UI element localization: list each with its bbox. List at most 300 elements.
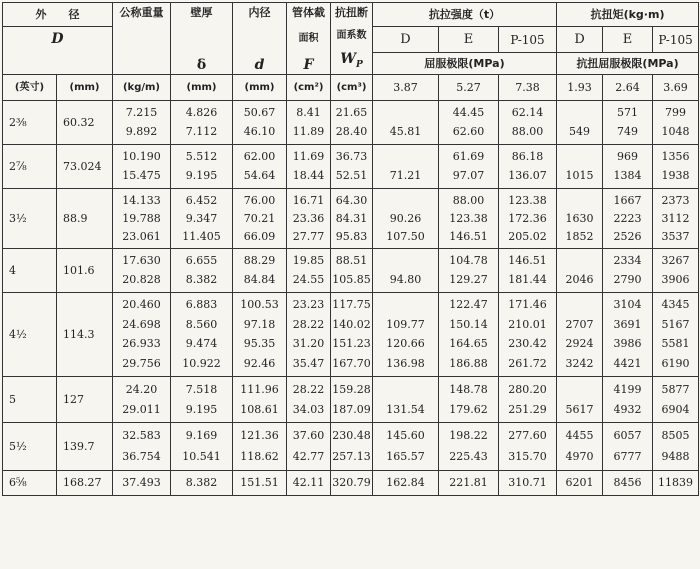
value: 117.75 (332, 298, 371, 312)
value: 3691 (613, 317, 642, 331)
value: 6201 (565, 476, 594, 489)
cell-tP (499, 145, 557, 189)
value: 151.51 (240, 476, 279, 489)
value (557, 195, 602, 207)
cell-tD (373, 423, 439, 471)
cell-wall (171, 293, 233, 377)
yield-d-tensile: 3.87 (373, 75, 439, 101)
size-inch: 2⅜ (3, 101, 57, 145)
weight-header: 公称重量 (113, 3, 171, 75)
size-mm: 114.3 (57, 293, 113, 377)
cell-qE (603, 293, 653, 377)
cell-area (287, 189, 331, 249)
value: 8505 (661, 429, 690, 442)
cell-tD (373, 189, 439, 249)
value: 52.51 (335, 169, 368, 182)
unit-torsion: (cm³) (331, 75, 373, 101)
cell-area (287, 101, 331, 145)
value (373, 384, 438, 396)
cell-qP (653, 471, 699, 496)
value: 221.81 (449, 476, 488, 489)
cell-area (287, 249, 331, 293)
value: 6.655 (185, 254, 218, 267)
value (557, 299, 602, 311)
cell-qE (603, 249, 653, 293)
value: 32.583 (122, 429, 161, 442)
cell-wp (331, 145, 373, 189)
value: 100.53 (240, 298, 279, 312)
cell-tE (439, 293, 499, 377)
value: 1938 (661, 169, 690, 182)
cell-qD (557, 471, 603, 496)
value: 3537 (661, 229, 690, 243)
value: 310.71 (508, 476, 547, 489)
value: 2707 (565, 317, 594, 331)
value: 257.13 (332, 450, 371, 463)
drill-pipe-table (2, 2, 699, 496)
cell-wall (171, 471, 233, 496)
value: 92.46 (243, 356, 276, 370)
cell-tD (373, 377, 439, 423)
cell-weight (113, 145, 171, 189)
unit-inner: (mm) (233, 75, 287, 101)
value: 146.51 (508, 254, 547, 267)
cell-qE (603, 471, 653, 496)
cell-wp (331, 377, 373, 423)
value: 210.01 (508, 317, 547, 331)
value: 799 (665, 106, 687, 119)
value: 4345 (661, 298, 690, 312)
value: 571 (617, 106, 639, 119)
cell-tP (499, 423, 557, 471)
size-inch: 5½ (3, 423, 57, 471)
cell-inner (233, 101, 287, 145)
cell-qP (653, 293, 699, 377)
outer-diameter-symbol: D (3, 27, 113, 75)
table-row (3, 189, 699, 249)
value: 19.85 (292, 254, 325, 267)
value: 24.698 (122, 317, 161, 331)
value: 164.65 (449, 337, 488, 351)
value: 159.28 (332, 382, 371, 396)
value: 1356 (661, 150, 690, 163)
value: 969 (617, 150, 639, 163)
value: 11.89 (292, 125, 325, 138)
value: 9.195 (185, 169, 218, 182)
value (373, 299, 438, 311)
cell-wall (171, 189, 233, 249)
value: 129.27 (449, 273, 488, 286)
yield-p105-tensile: 7.38 (499, 75, 557, 101)
value: 4455 (565, 429, 594, 442)
cell-inner (233, 471, 287, 496)
value: 54.64 (243, 169, 276, 182)
cell-area (287, 293, 331, 377)
size-inch: 4½ (3, 293, 57, 377)
value: 29.756 (122, 356, 161, 370)
value: 23.36 (292, 211, 325, 225)
value: 27.77 (292, 229, 325, 243)
value (373, 107, 438, 119)
cell-weight (113, 101, 171, 145)
cell-weight (113, 471, 171, 496)
value: 9.195 (185, 402, 218, 416)
value: 277.60 (508, 429, 547, 442)
value: 136.98 (386, 356, 425, 370)
size-inch: 6⅝ (3, 471, 57, 496)
value: 320.79 (332, 476, 371, 489)
value: 9.169 (185, 429, 218, 442)
table-row (3, 101, 699, 145)
cell-tD (373, 471, 439, 496)
value (557, 255, 602, 267)
value: 148.78 (449, 382, 488, 396)
cell-qD (557, 101, 603, 145)
cell-area (287, 423, 331, 471)
value: 5.512 (185, 150, 218, 163)
value: 61.69 (452, 150, 485, 163)
cell-wp (331, 101, 373, 145)
value: 749 (617, 125, 639, 138)
value: 6190 (661, 356, 690, 370)
value: 5167 (661, 317, 690, 331)
value: 3267 (661, 254, 690, 267)
yield-tensile-header: 屈服极限(MPa) (373, 53, 557, 75)
unit-inch: (英寸) (3, 75, 57, 101)
value: 8.560 (185, 317, 218, 331)
value: 88.29 (243, 254, 276, 267)
cell-tE (439, 377, 499, 423)
cell-area (287, 377, 331, 423)
value: 3104 (613, 298, 642, 312)
size-inch: 3½ (3, 189, 57, 249)
cell-tE (439, 145, 499, 189)
value: 64.30 (335, 193, 368, 207)
value: 167.70 (332, 356, 371, 370)
cell-weight (113, 423, 171, 471)
table-row (3, 423, 699, 471)
value: 109.77 (386, 317, 425, 331)
value: 2046 (565, 273, 594, 286)
cell-qP (653, 145, 699, 189)
value: 181.44 (508, 273, 547, 286)
value: 11.69 (292, 150, 325, 163)
table-row (3, 471, 699, 496)
value: 145.60 (386, 429, 425, 442)
value: 172.36 (508, 211, 547, 225)
value: 23.061 (122, 229, 161, 243)
value: 24.55 (292, 273, 325, 286)
value: 1384 (613, 169, 642, 182)
cell-wall (171, 377, 233, 423)
outer-diameter-header: 外 径 (3, 3, 113, 27)
unit-weight: (kg/m) (113, 75, 171, 101)
value: 37.493 (122, 476, 161, 489)
value: 6904 (661, 402, 690, 416)
value: 19.788 (122, 211, 161, 225)
value: 10.922 (182, 356, 221, 370)
cell-tP (499, 249, 557, 293)
size-mm: 139.7 (57, 423, 113, 471)
value: 5581 (661, 337, 690, 351)
value: 11.405 (182, 229, 221, 243)
value: 105.85 (332, 273, 371, 286)
value: 187.09 (332, 402, 371, 416)
value: 71.21 (389, 169, 422, 182)
value: 2526 (613, 229, 642, 243)
size-mm: 168.27 (57, 471, 113, 496)
wall-header: 壁厚 δ (171, 3, 233, 75)
torque-header: 抗扭矩(kg·m) (557, 3, 699, 27)
size-mm: 73.024 (57, 145, 113, 189)
value: 44.45 (452, 106, 485, 119)
cell-inner (233, 293, 287, 377)
value: 1852 (565, 229, 594, 243)
value: 225.43 (449, 450, 488, 463)
value: 4932 (613, 402, 642, 416)
value: 8.382 (185, 476, 218, 489)
value: 251.29 (508, 402, 547, 416)
grade-d-tensile: D (373, 27, 439, 53)
cell-qE (603, 189, 653, 249)
value: 198.22 (449, 429, 488, 442)
value: 45.81 (389, 125, 422, 138)
unit-mm: (mm) (57, 75, 113, 101)
value: 86.18 (511, 150, 544, 163)
cell-area (287, 145, 331, 189)
value: 111.96 (240, 382, 279, 396)
value: 88.00 (511, 125, 544, 138)
value: 42.77 (292, 450, 325, 463)
grade-p105-tensile: P-105 (499, 27, 557, 53)
value: 29.011 (122, 402, 161, 416)
value: 17.630 (122, 254, 161, 267)
value: 5877 (661, 382, 690, 396)
value: 3242 (565, 356, 594, 370)
value: 261.72 (508, 356, 547, 370)
cell-qP (653, 189, 699, 249)
value: 8456 (613, 476, 642, 489)
value: 2373 (661, 193, 690, 207)
cell-tP (499, 377, 557, 423)
value: 7.215 (125, 106, 158, 119)
value: 28.40 (335, 125, 368, 138)
value: 28.22 (292, 382, 325, 396)
value: 150.14 (449, 317, 488, 331)
value: 107.50 (386, 229, 425, 243)
cell-tP (499, 293, 557, 377)
value: 4970 (565, 450, 594, 463)
value: 146.51 (449, 229, 488, 243)
value: 2790 (613, 273, 642, 286)
grade-e-tensile: E (439, 27, 499, 53)
value: 31.20 (292, 337, 325, 351)
value: 6777 (613, 450, 642, 463)
yield-p105-torque: 3.69 (653, 75, 699, 101)
cell-inner (233, 377, 287, 423)
value: 4.826 (185, 106, 218, 119)
value: 76.00 (243, 193, 276, 207)
cell-weight (113, 249, 171, 293)
cell-qP (653, 249, 699, 293)
value: 34.03 (292, 402, 325, 416)
value: 20.460 (122, 298, 161, 312)
value: 94.80 (389, 273, 422, 286)
inner-diameter-header: 内径 d (233, 3, 287, 75)
value: 3112 (661, 211, 690, 225)
value: 171.46 (508, 298, 547, 312)
value: 4421 (613, 356, 642, 370)
cell-qD (557, 423, 603, 471)
value: 5617 (565, 402, 594, 416)
value: 62.14 (511, 106, 544, 119)
grade-e-torque: E (603, 27, 653, 53)
value: 50.67 (243, 106, 276, 119)
value: 3906 (661, 273, 690, 286)
cell-qP (653, 101, 699, 145)
value: 6.883 (185, 298, 218, 312)
value: 84.31 (335, 211, 368, 225)
value: 7.518 (185, 382, 218, 396)
cell-tD (373, 101, 439, 145)
value: 179.62 (449, 402, 488, 416)
size-mm: 60.32 (57, 101, 113, 145)
value: 186.88 (449, 356, 488, 370)
value: 24.20 (125, 382, 158, 396)
value: 70.21 (243, 211, 276, 225)
cell-weight (113, 293, 171, 377)
cell-weight (113, 377, 171, 423)
value: 1048 (661, 125, 690, 138)
value: 35.47 (292, 356, 325, 370)
value: 97.18 (243, 317, 276, 331)
value: 230.48 (332, 429, 371, 442)
cell-qD (557, 189, 603, 249)
unit-wall: (mm) (171, 75, 233, 101)
cell-wp (331, 423, 373, 471)
value: 136.07 (508, 169, 547, 182)
value (557, 384, 602, 396)
value: 1667 (613, 193, 642, 207)
value: 36.73 (335, 150, 368, 163)
value: 37.60 (292, 429, 325, 442)
cell-wall (171, 249, 233, 293)
value: 162.84 (386, 476, 425, 489)
value (373, 151, 438, 163)
value (373, 255, 438, 267)
cell-tD (373, 145, 439, 189)
value: 36.754 (122, 450, 161, 463)
value: 118.62 (240, 450, 279, 463)
cell-qE (603, 377, 653, 423)
value: 121.36 (240, 429, 279, 442)
grade-d-torque: D (557, 27, 603, 53)
cell-qE (603, 101, 653, 145)
value: 7.112 (185, 125, 218, 138)
cell-wp (331, 249, 373, 293)
value: 16.71 (292, 193, 325, 207)
value: 28.22 (292, 317, 325, 331)
value: 4199 (613, 382, 642, 396)
value: 23.23 (292, 298, 325, 312)
size-mm: 88.9 (57, 189, 113, 249)
cell-qE (603, 145, 653, 189)
value: 123.38 (508, 193, 547, 207)
value (557, 151, 602, 163)
yield-torque-header: 抗扭屈服极限(MPa) (557, 53, 699, 75)
cell-tD (373, 293, 439, 377)
value: 165.57 (386, 450, 425, 463)
cell-inner (233, 189, 287, 249)
cell-wall (171, 101, 233, 145)
size-inch: 4 (3, 249, 57, 293)
value: 95.83 (335, 229, 368, 243)
size-inch: 5 (3, 377, 57, 423)
value: 8.382 (185, 273, 218, 286)
value: 26.933 (122, 337, 161, 351)
cell-qD (557, 377, 603, 423)
torsion-modulus-header: 抗扭断 面系数 $W_P$ (331, 3, 373, 75)
area-header: 管体截 面积 F (287, 3, 331, 75)
value: 131.54 (386, 402, 425, 416)
cell-wall (171, 145, 233, 189)
value: 3986 (613, 337, 642, 351)
table-row (3, 293, 699, 377)
table-row (3, 377, 699, 423)
cell-qP (653, 377, 699, 423)
value: 42.11 (292, 476, 325, 489)
value: 140.02 (332, 317, 371, 331)
value: 2924 (565, 337, 594, 351)
value: 90.26 (389, 211, 422, 225)
value: 10.541 (182, 450, 221, 463)
cell-tE (439, 471, 499, 496)
cell-wp (331, 189, 373, 249)
value: 1015 (565, 169, 594, 182)
cell-wp (331, 293, 373, 377)
value: 11839 (658, 476, 694, 489)
value: 280.20 (508, 382, 547, 396)
yield-d-torque: 1.93 (557, 75, 603, 101)
value: 15.475 (122, 169, 161, 182)
value: 9488 (661, 450, 690, 463)
value: 88.51 (335, 254, 368, 267)
value: 122.47 (449, 298, 488, 312)
yield-e-tensile: 5.27 (439, 75, 499, 101)
value: 549 (569, 125, 591, 138)
value: 14.133 (122, 193, 161, 207)
value: 66.09 (243, 229, 276, 243)
cell-tD (373, 249, 439, 293)
value: 8.41 (296, 106, 321, 119)
cell-tP (499, 471, 557, 496)
value: 97.07 (452, 169, 485, 182)
value: 315.70 (508, 450, 547, 463)
unit-area: (cm²) (287, 75, 331, 101)
yield-e-torque: 2.64 (603, 75, 653, 101)
table-row (3, 145, 699, 189)
cell-tE (439, 249, 499, 293)
cell-qE (603, 423, 653, 471)
value: 123.38 (449, 211, 488, 225)
value: 18.44 (292, 169, 325, 182)
value: 9.474 (185, 337, 218, 351)
value: 95.35 (243, 337, 276, 351)
cell-tP (499, 101, 557, 145)
value: 21.65 (335, 106, 368, 119)
value: 84.84 (243, 273, 276, 286)
value: 2334 (613, 254, 642, 267)
